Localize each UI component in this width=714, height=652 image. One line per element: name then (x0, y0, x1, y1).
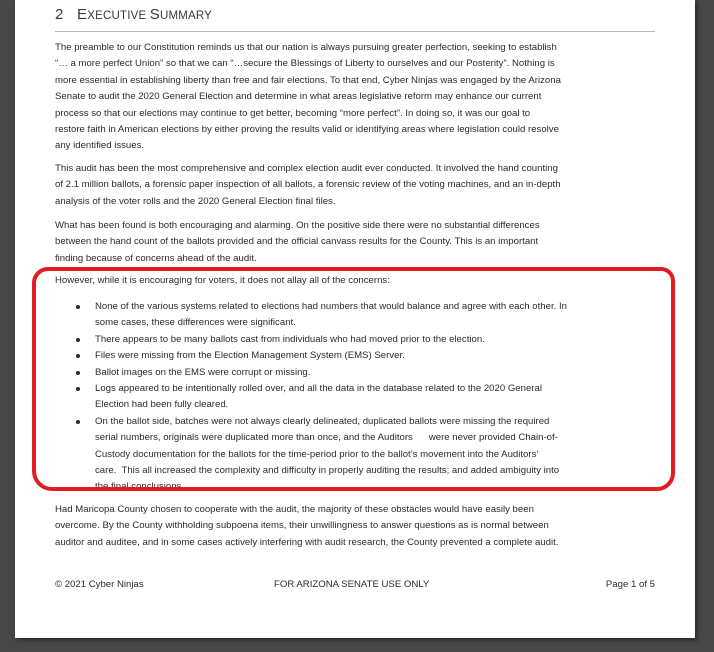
section-number: 2 (55, 6, 64, 23)
document-page (15, 0, 695, 638)
concerns-list (55, 299, 660, 496)
current-page: 1 (630, 579, 637, 590)
paragraph-closing: Had Maricopa County chosen to cooperate with the audit, the majority of these obstacles would have easily been overcome. By the County withholding subpoena items, their unwillingness to answer questions as is normal between auditor and auditee, and in some cases actively interfering with audit research, the County prevented a complete audit. (55, 504, 559, 548)
list-item: Logs appeared to be intentionally rolled over, and all the data in the database related to the 2020 General Election had been fully cleared. (55, 381, 660, 414)
bullet-icon (76, 354, 80, 358)
heading-rule (55, 31, 655, 32)
paragraph-preamble: The preamble to our Constitution reminds us that our nation is always pursuing greater perfection, seeking to establish “… a more perfect Union” so that we can “…secure the Blessings of Liberty to ourselves and our Posterity”. Nothing is more essential in establishing liberty than free and fair elections. To that end, Cyber Ninjas was engaged by the Arizona Senate to audit the 2020 General Election and determine in what areas legislative reform may enhance our current process so that our elections may continue to get better, becoming “more perfect”. In doing so, it was our goal to restore faith in American elections by either proving the results valid or identifying areas where legislation could resolve any identified issues. (55, 42, 561, 152)
paragraph-audit-scope: This audit has been the most comprehensive and complex election audit ever conducted. It involved the hand counting of 2.1 million ballots, a forensic paper inspection of all ballots, a forensic review of the voting machines, and an in-depth analysis of the voter rolls and the 2020 General Election final files. (55, 163, 561, 207)
total-pages: 5 (649, 579, 655, 590)
paragraph-findings: What has been found is both encouraging and alarming. On the positive side there were no substantial differences between the hand count of the ballots provided and the official canvass results for the County. This is an important finding because of concerns ahead of the audit. (55, 220, 540, 264)
list-item: On the ballot side, batches were not always clearly delineated, duplicated ballots were missing the required serial numbers, originals were duplicated more than once, and the Auditors were never provided Chain-of- Custody documentation for the ballots for the time-period prior to the ballot’s movement into the Auditors’ care. This all increased the complexity and difficulty in properly auditing the results; and added ambiguity into the final conclusions. (55, 414, 660, 496)
list-item: None of the various systems related to elections had numbers that would balance and agree with each other. In some cases, these differences were significant. (55, 299, 660, 332)
section-title: EXECUTIVE SUMMARY (77, 6, 213, 23)
bullet-icon (76, 387, 80, 391)
paragraph-concerns-intro: However, while it is encouraging for voters, it does not allay all of the concerns: (55, 275, 390, 286)
list-item: Ballot images on the EMS were corrupt or missing. (55, 365, 660, 381)
footer-classification: FOR ARIZONA SENATE USE ONLY (274, 579, 430, 590)
bullet-icon (76, 371, 80, 375)
bullet-icon (76, 338, 80, 342)
footer-page-number: Page 1 of 5 (605, 579, 655, 590)
bullet-icon (76, 305, 80, 309)
list-item: There appears to be many ballots cast from individuals who had moved prior to the election. (55, 332, 660, 348)
section-heading (55, 6, 212, 23)
bullet-icon (76, 420, 80, 424)
list-item: Files were missing from the Election Management System (EMS) Server. (55, 348, 660, 364)
footer-copyright: © 2021 Cyber Ninjas (55, 579, 144, 590)
